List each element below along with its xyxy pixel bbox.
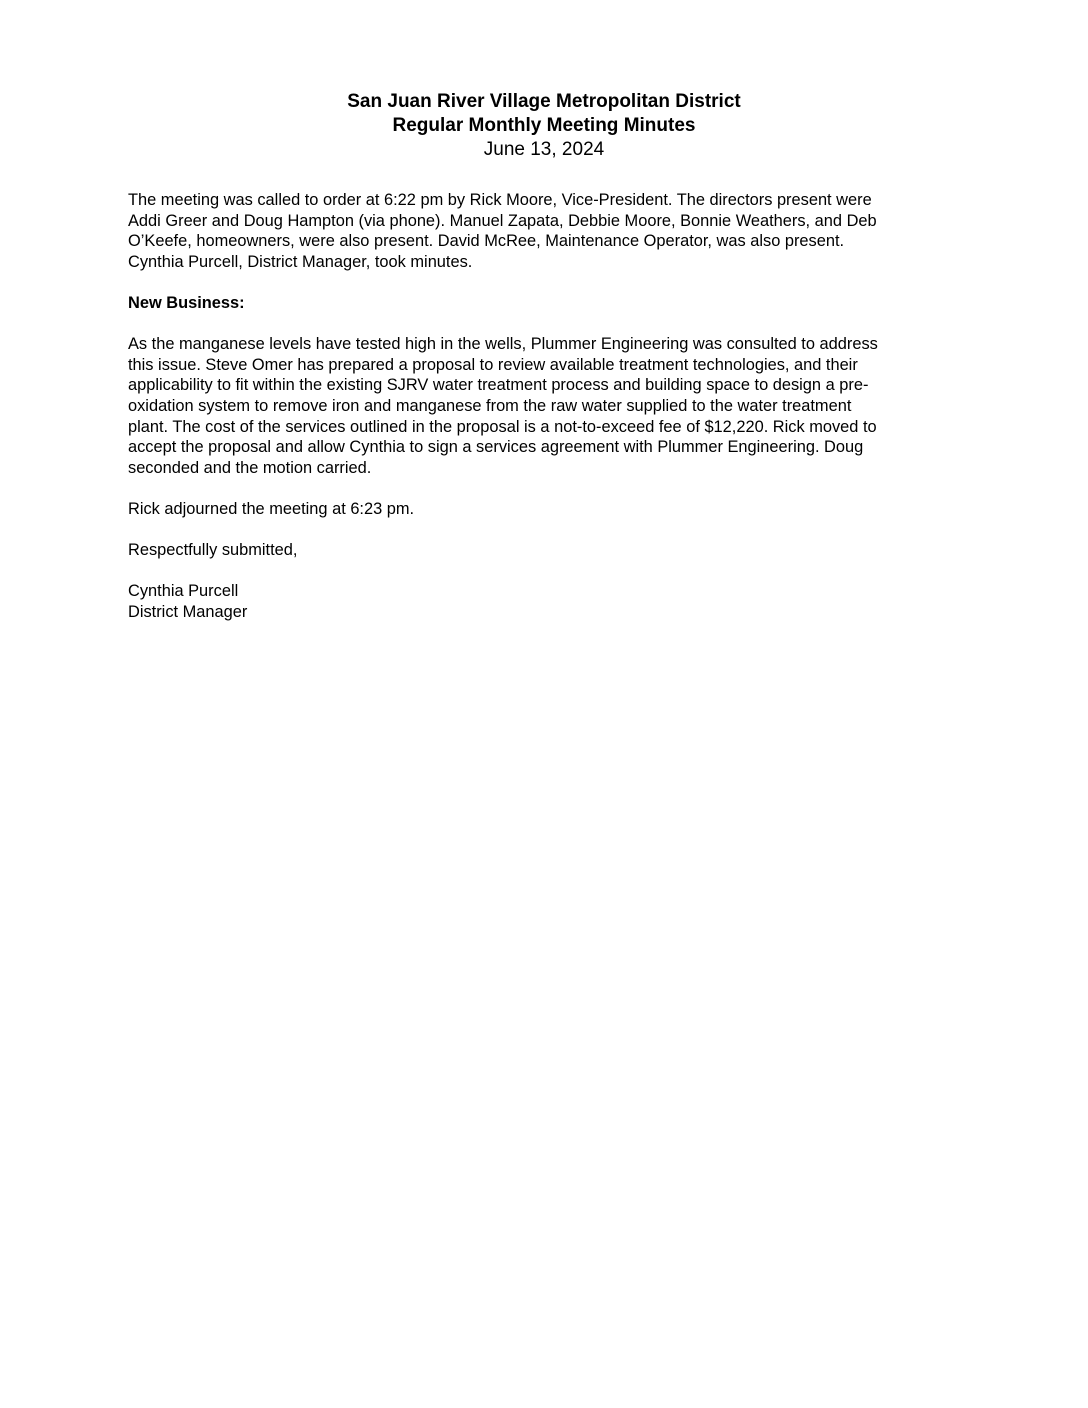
meeting-date: June 13, 2024: [483, 139, 605, 160]
adjournment-paragraph: Rick adjourned the meeting at 6:23 pm.: [128, 499, 415, 518]
document-header: [0, 90, 1088, 162]
document-body: [128, 190, 958, 622]
signatory-name: Cynthia Purcell: [128, 582, 239, 601]
intro-paragraph: The meeting was called to order at 6:22 pm by Rick Moore, Vice-President. The directors present were Addi Greer and Doug Hampton (via phone). Manuel Zapata, Debbie Moore, Bonnie Weathers, and Deb O’Keefe, homeowners, were also present. David McRee, Maintenance Operator, was also present. Cynthia Purcell, District Manager, took minutes.: [128, 191, 877, 271]
closing-line: Respectfully submitted,: [128, 541, 298, 560]
document-title: Regular Monthly Meeting Minutes: [392, 115, 696, 136]
organization-name: San Juan River Village Metropolitan District: [347, 91, 741, 112]
new-business-paragraph: As the manganese levels have tested high in the wells, Plummer Engineering was consulted to address this issue. Steve Omer has prepared a proposal to review available treatment technologies, and their applicability to fit within the existing SJRV water treatment process and building space to design a pre- oxidation system to remove iron and manganese from the raw water supplied to the water treatment plant. The cost of the services outlined in the proposal is a not-to-exceed fee of $12,220. Rick moved to accept the proposal and allow Cynthia to sign a services agreement with Plummer Engineering. Doug seconded and the motion carried.: [128, 335, 878, 477]
new-business-heading: New Business:: [128, 293, 245, 312]
signatory-title: District Manager: [128, 602, 248, 621]
